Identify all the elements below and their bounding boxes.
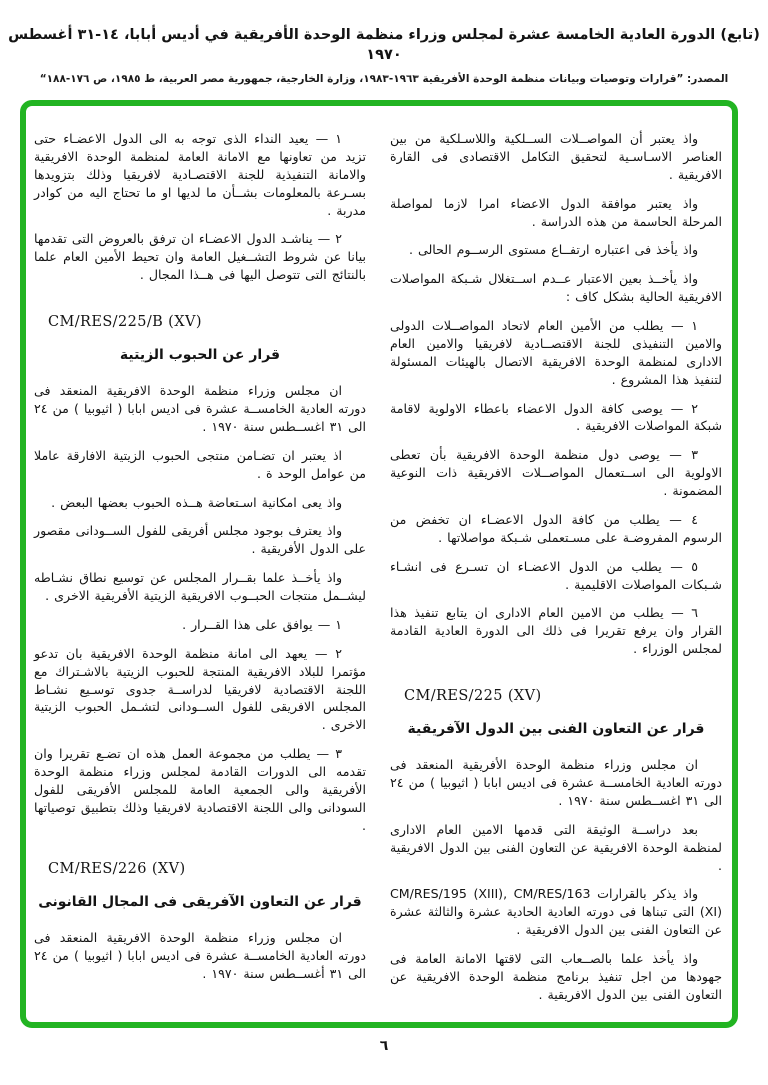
page-number: ٦ [379,1038,389,1054]
source-citation: المصدر: ”قرارات وتوصيات وبيانات منظمة الوحدة الأفريقية ١٩٦٣-١٩٨٣، وزارة الخارجية، جمهورية مصر العربية، ط ١٩٨٥، ص ١٧٦-١٨٨“ [39,73,729,86]
resolution-code: CM/RES/225 (XV) [404,688,542,704]
resolution-title: قرار عن التعاون الفنى بين الدول الآفريقية [407,721,705,737]
paragraph: بعد دراســة الوثيقة التى قدمها الامين العام الادارى لمنظمة الوحدة الافريقية عن التعاون الفنى بين الدول الافريقية . [390,821,722,873]
numbered-item: ٣ — يطلب من مجموعة العمل هذه ان تضـع تقريرا وان تقدمه الى الدورات القادمة لمجلس وزراء منظمة الوحدة الأفريقية والى الجمعية العامة للمجلس الأفريقى للفول السودانى والى اللجنة الاقتصادية لافريقيا وذلك بتطبيق توصياتها . [34,746,366,833]
paragraph: واذ يأخذ علما بالصــعاب التى لاقتها الامانة العامة فى جهودها من اجل تنفيذ برنامج منظمة الوحدة الافريقية عن التعاون الفنى بين الدول الافريقية . [390,951,722,1002]
paragraph: واذ يعترف بوجود مجلس أفريقى للفول الســودانى مقصور على الدول الأفريقية . [34,523,366,557]
session-title: (تابع) الدورة العادية الخامسة عشرة لمجلس وزراء منظمة الوحدة الأفريقية في أديس أبابا، ١٤-٣١ أغسطس ١٩٧٠ [8,27,760,63]
column-right [388,130,722,1006]
numbered-item: ١ — يعيد النداء الذى توجه به الى الدول الاعضـاء حتى تزيد من تعاونها مع الامانة العامة لمنظمة الوحدة الافريقية والامانة التنفيذية للجنة الاقتصـادية لافريقيا وذلك بتزويدها بسـرعة بالمعلومات بشــأن ما لديها او ما تحتاج اليه من كوادر مدربة . [34,131,366,218]
numbered-item: ٥ — يطلب من الدول الاعضـاء ان تسـرع فى انشـاء شـبكات المواصلات الاقليمية . [390,558,722,592]
paragraph: واذ يعتبر موافقة الدول الاعضاء امرا لازما لمواصلة المرحلة الحاسمة من هذه الدراسة . [390,195,722,229]
resolution-title: قرار عن الحبوب الزيتية [119,347,281,363]
resolution-code: CM/RES/225/B (XV) [48,314,202,330]
resolution-title: قرار عن التعاون الآفريقى فى المجال القانونى [38,893,362,910]
numbered-item: ٢ — يعهد الى امانة منظمة الوحدة الافريقية بان تدعو مؤتمرا للبلاد الافريقية المنتجة للحبوب الزيتية بالاشـتراك مع اللجنة الاقتصادية لافريقيا لدراســة جدوى توسـيع نشـاط المجلس الافريقى للفول الســودانى لتشـمل الحبوب الزيتية الاخرى . [34,645,366,733]
numbered-item: ٢ — يوصى كافة الدول الاعضاء باعطاء الاولوية لاقامة شبكة المواصلات الافريقية . [390,400,722,434]
paragraph: واذ يعتبر أن المواصــلات الســلكية واللاسـلكية من بين العناصر الاسـاسـية لتحقيق التكامل الاقتصادى فى القارة الافريقية . [390,131,722,182]
document-header [0,0,768,85]
paragraph: واذ يأخــذ علما بقــرار المجلس عن توسيع نطاق نشـاطه ليشــمل منتجات الحبــوب الافريقية الزيتية الأفريقية الاخرى . [34,570,366,604]
green-frame [20,100,738,1028]
numbered-item: ٤ — يطلب من كافة الدول الاعضـاء ان تخفض من الرسوم المفروضـة على مسـتعملى شـبكة مواصلاتها . [390,511,722,545]
numbered-item: ٣ — يوصى دول منظمة الوحدة الافريقية بأن تعطى الاولوية الى اســتعمال المواصــلات الافريقية ذات النوعية المضمونة . [390,447,722,498]
paragraph: ان مجلس وزراء منظمة الوحدة الأفريقية المنعقد فى دورته العادية الخامســة عشرة فى اديس ابابا ( اثيوبيا ) من ٢٤ الى ٣١ اغســطس سنة ١٩٧٠ . [390,757,722,808]
resolution-code: CM/RES/226 (XV) [48,860,186,877]
column-left [34,130,370,1006]
numbered-item: ١ — يوافق على هذا القــرار . [182,616,343,632]
paragraph: واذ يذكر بالقرارات CM/RES/195 (XIII), CM/RES/163 (XI) التى تبناها فى دورته العادية الحادية عشرة والثالثة عشرة عن التعاون الفنى بين الدول الافريقية . [390,886,722,938]
numbered-item: ١ — يطلب من الأمين العام لاتحاد المواصــلات الدولى والامين التنفيذى للجنة الاقتصــادية لافريقيا والامين العام الادارى لمنظمة الوحدة الافريقية الاتصال بالهيئات المسئولة لتنفيذ هذا المشروع . [390,318,722,387]
paragraph: واذ يأخذ فى اعتباره ارتفــاع مستوى الرســوم الحالى . [408,242,699,258]
numbered-item: ٢ — يناشـد الدول الاعضـاء ان ترفق بالعروض التى تقدمها بيانا عن شروط التشــغيل العامة وان تحيط الأمين العام علما بالنتائج التى تتوصل اليها فى هــذا المجال . [34,231,366,283]
numbered-item: ٦ — يطلب من الامين العام الادارى ان يتابع تنفيذ هذا القرار وان يرفع تقريرا فى ذلك الى الدورة العادية القادمة لمجلس الوزراء . [390,605,722,657]
paragraph: ان مجلس وزراء منظمة الوحدة الافريقية المنعقد فى دورته العادية الخامســة عشرة فى اديس ابابا ( اثيوبيا ) من ٢٤ الى ٣١ أغســطس سنة ١٩٧٠ . [34,929,366,981]
paragraph: واذ يعى امكانية اسـتعاضة هــذه الحبوب بعضها البعض . [51,494,343,510]
paragraph: اذ يعتبر ان تضـامن منتجى الحبوب الزيتية الافارقة عاملا من عوامل الوحد ة . [34,447,366,481]
paragraph: ان مجلس وزراء منظمة الوحدة الافريقية المنعقد فى دورته العادية الخامســة عشرة فى اديس ابابا ( اثيوبيا ) من ٢٤ الى ٣١ اغســطس سنة ١٩٧٠ . [34,383,366,434]
paragraph: واذ يأخــذ بعين الاعتبار عــدم اســتغلال شـبكة المواصلات الافريقية الحالية بشكل كاف : [390,271,722,305]
